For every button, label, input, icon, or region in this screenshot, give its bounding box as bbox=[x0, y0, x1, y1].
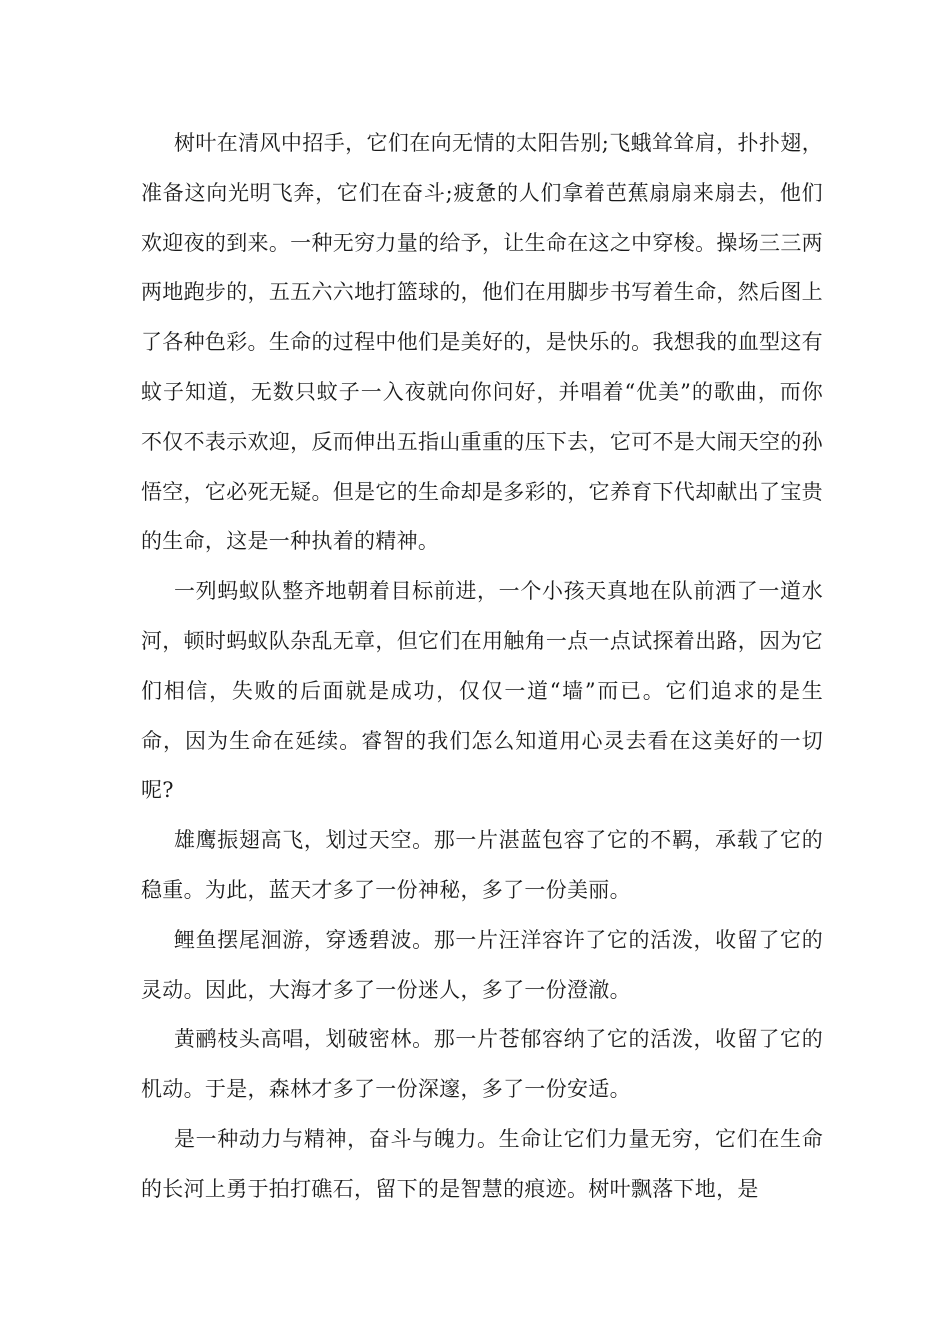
paragraph-5: 黄鹂枝头高唱，划破密林。那一片苍郁容纳了它的活泼，收留了它的机动。于是，森林才多了一份深邃，多了一份安适。 bbox=[141, 1027, 823, 1102]
paragraph-2: 一列蚂蚁队整齐地朝着目标前进，一个小孩天真地在队前洒了一道水河，顿时蚂蚁队杂乱无章，但它们在用触角一点一点试探着出路，因为它们相信，失败的后面就是成功，仅仅一道“墙”而已。它们追求的是生命，因为生命在延续。睿智的我们怎么知道用心灵去看在这美好的一切呢? bbox=[141, 579, 823, 803]
paragraph-3: 雄鹰振翅高飞，划过天空。那一片湛蓝包容了它的不羁，承载了它的稳重。为此，蓝天才多了一份神秘，多了一份美丽。 bbox=[141, 828, 823, 902]
paragraph-6: 是一种动力与精神，奋斗与魄力。生命让它们力量无穷，它们在生命的长河上勇于拍打礁石，留下的是智慧的痕迹。树叶飘落下地，是 bbox=[141, 1126, 823, 1201]
paragraph-1: 树叶在清风中招手，它们在向无情的太阳告别;飞蛾耸耸肩，扑扑翅，准备这向光明飞奔，它们在奋斗;疲惫的人们拿着芭蕉扇扇来扇去，他们欢迎夜的到来。一种无穷力量的给予，让生命在这之中穿梭。操场三三两两地跑步的，五五六六地打篮球的，他们在用脚步书写着生命，然后图上了各种色彩。生命的过程中他们是美好的，是快乐的。我想我的血型这有蚊子知道，无数只蚊子一入夜就向你问好，并唱着“优美”的歌曲，而你不仅不表示欢迎，反而伸出五指山重重的压下去，它可不是大闹天空的孙悟空，它必死无疑。但是它的生命却是多彩的，它养育下代却献出了宝贵的生命，这是一种执着的精神。 bbox=[141, 131, 823, 554]
document-body bbox=[141, 119, 823, 1215]
paragraph-4: 鲤鱼摆尾洄游，穿透碧波。那一片汪洋容许了它的活泼，收留了它的灵动。因此，大海才多了一份迷人，多了一份澄澈。 bbox=[141, 927, 823, 1002]
